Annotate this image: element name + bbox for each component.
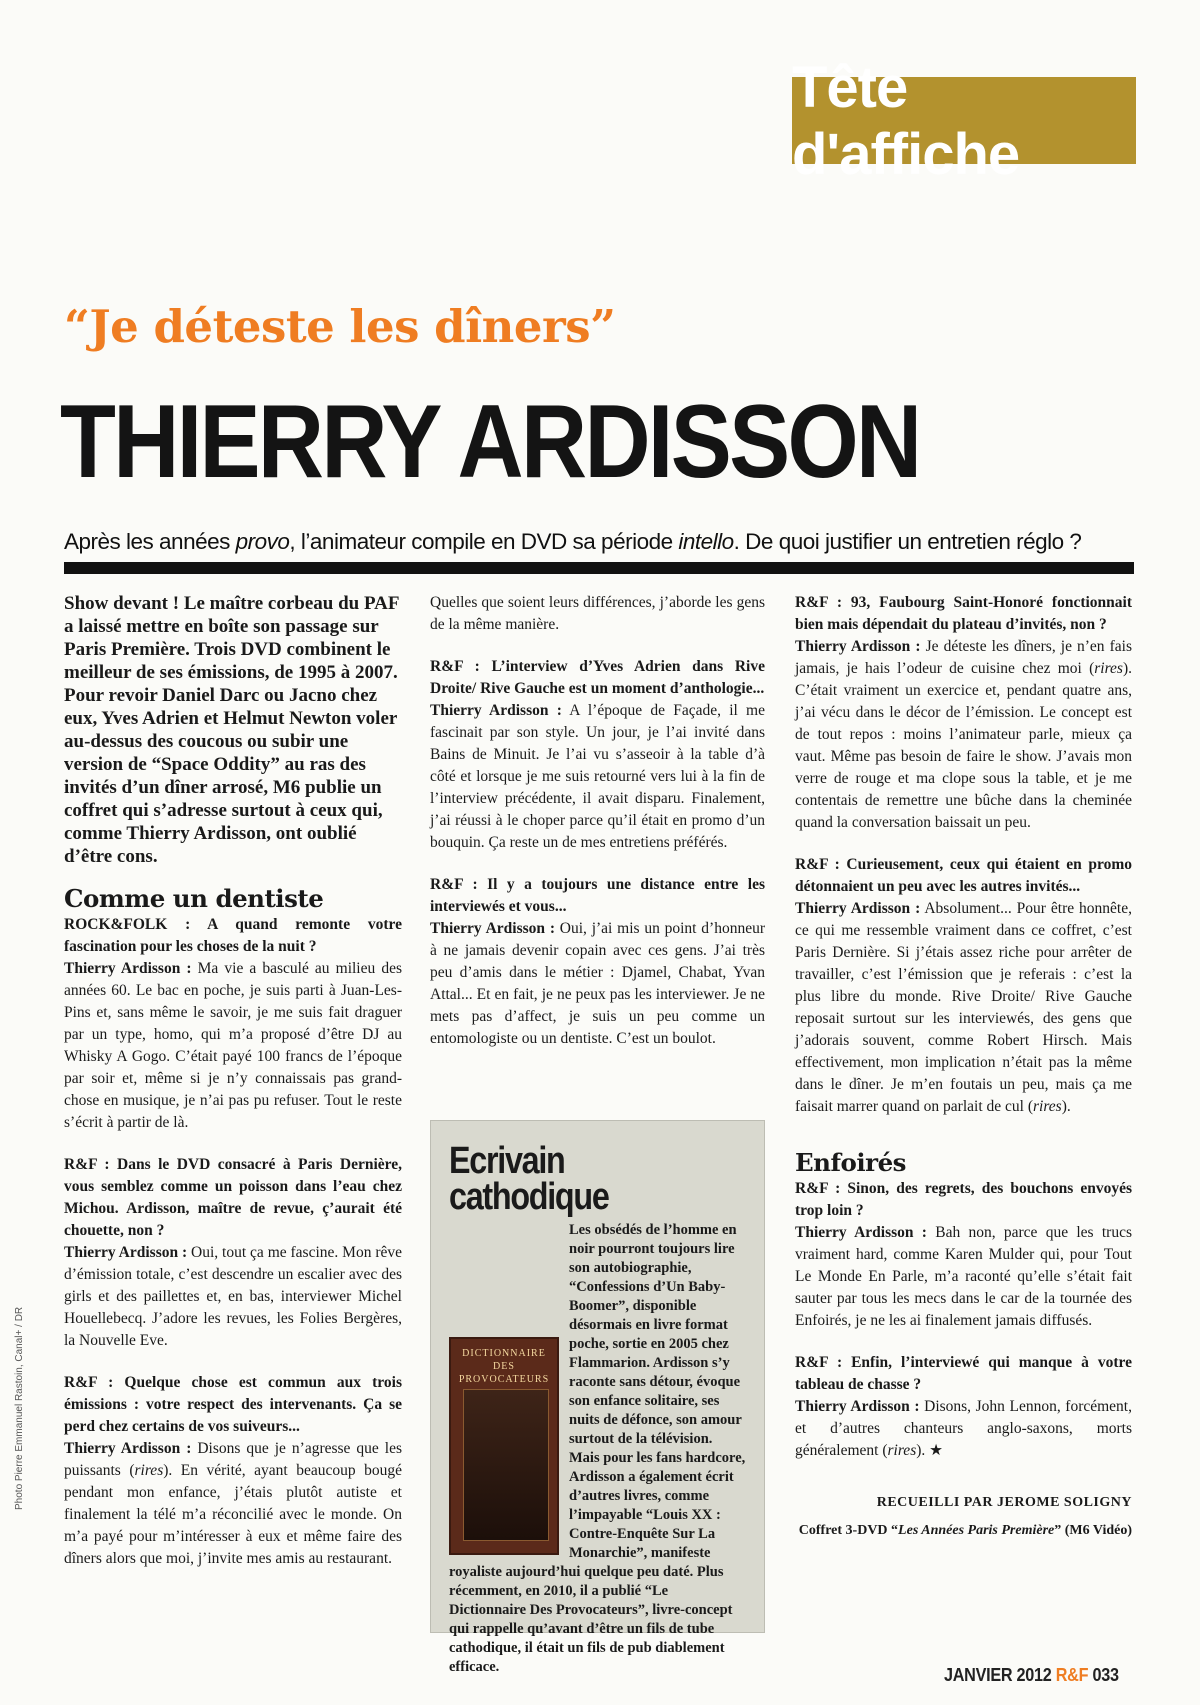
question: R&F : Enfin, l’interviewé qui manque à votre tableau de chasse ? — [795, 1354, 1132, 1393]
qa-block — [795, 854, 1132, 1118]
answer-text: Oui, j’ai mis un point d’honneur à ne jamais devenir copain avec ces gens. J’ai très peu d’amis dans le métier : Djamel, Chabat, Yvan Attal... Et en fait, je ne peux pas les interviewer. Je ne mets pas d’affect, je suis un peu comme un entomologiste ou un dentiste. C’est un boulot. — [430, 920, 765, 1047]
answer-text: ). — [1061, 1098, 1071, 1115]
answer-speaker: Thierry Ardisson : — [795, 638, 921, 655]
deck-emphasis: provo — [235, 529, 290, 554]
answer-emphasis: rires — [887, 1442, 917, 1459]
byline: RECUEILLI PAR JEROME SOLIGNY — [876, 1495, 1132, 1510]
issue-date: JANVIER 2012 — [944, 1665, 1052, 1685]
sidebar-title: Ecrivain cathodique — [449, 1140, 609, 1218]
answer-text: ). ★ — [916, 1442, 944, 1459]
answer-text: A l’époque de Façade, il me fascinait par son style. Un jour, je l’ai invité dans Bains de Minuit. Je l’ai vu s’asseoir à la table d’à côté et lorsque je me suis retourné vers lui à la fin de l’interview précédente, il avait disparu. Finalement, j’ai réussi à le choper parce qu’il était en promo d’un bouquin. Ça reste un de mes entretiens préférés. — [430, 702, 765, 851]
question: R&F : Il y a toujours une distance entre les interviewés et vous... — [430, 876, 765, 915]
answer-emphasis: rires — [134, 1462, 164, 1479]
product-credit-text: Coffret 3-DVD “ — [798, 1523, 899, 1538]
question: R&F : Sinon, des regrets, des bouchons envoyés trop loin ? — [795, 1180, 1132, 1219]
answer-speaker: Thierry Ardisson : — [430, 702, 562, 719]
qa-block — [64, 914, 402, 1134]
answer-emphasis: rires — [1033, 1098, 1062, 1115]
article-deck — [64, 529, 1081, 555]
section-heading: Comme un dentiste — [64, 884, 324, 913]
answer-text: ). En vérité, ayant beaucoup bougé pendant mon enfance, j’étais plutôt autiste et finalement la télé m’a réconcilié avec le monde. On m’a payé pour m’intéresser à eux et même faire des dîners alors que moi, j’invite mes amis au restaurant. — [64, 1462, 403, 1567]
answer-text: Disons, John Lennon, forcément, et d’autres chanteurs anglo-saxons, morts généralement ( — [795, 1398, 1132, 1459]
product-credit-text: ” (M6 Vidéo) — [1054, 1523, 1132, 1538]
question: R&F : 93, Faubourg Saint-Honoré fonctionnait bien mais dépendait du plateau d’invités, non ? — [795, 594, 1132, 633]
answer-speaker: Thierry Ardisson : — [64, 1244, 188, 1261]
qa-block — [795, 592, 1132, 834]
answer-speaker: Thierry Ardisson : — [795, 900, 921, 917]
column-3 — [795, 592, 1132, 1542]
deck-text: , l’animateur compile en DVD sa période — [289, 529, 679, 554]
article-subtitle: “Je déteste les dîners” — [64, 300, 616, 353]
product-credit — [795, 1520, 1132, 1542]
answer-speaker: Thierry Ardisson : — [64, 960, 192, 977]
answer-emphasis: rires — [1094, 660, 1123, 677]
product-credit-title: Les Années Paris Première — [898, 1523, 1055, 1538]
qa-block — [430, 656, 765, 854]
qa-block — [64, 1372, 402, 1570]
book-cover-label: DICTIONNAIRE DES PROVOCATEURS — [458, 1348, 550, 1385]
question: ROCK&FOLK : A quand remonte votre fascination pour les choses de la nuit ? — [64, 916, 402, 955]
question: R&F : L’interview d’Yves Adrien dans Rive Droite/ Rive Gauche est un moment d’anthologie... — [430, 658, 765, 697]
answer-text: ). C’était vraiment un exercice et, pendant quatre ans, j’ai vécu dans le décor de l’émission. Le concept est de tout repos : moins l’animateur parle, mieux ça vaut. Même pas besoin de faire le show. J’avais mon verre de rouge et ma clope sous la table, et je me contentais de remettre une bûche dans la cheminée quand la conversation baissait un peu. — [795, 660, 1132, 831]
page-number: 033 — [1092, 1665, 1119, 1685]
question: R&F : Dans le DVD consacré à Paris Dernière, vous semblez comme un poisson dans l’eau chez Michou. Ardisson, maître de revue, ç’aurait été chouette, non ? — [64, 1156, 402, 1239]
answer-text: Oui, tout ça me fascine. Mon rêve d’émission totale, c’est descendre un escalier avec des girls et des paillettes et, en bas, interviewer Michel Houellebecq. J’adore les revues, les Folies Bergères, la Nouvelle Eve. — [64, 1244, 402, 1349]
answer-speaker: Thierry Ardisson : — [795, 1224, 927, 1241]
qa-block — [64, 1154, 402, 1352]
section-heading: Enfoirés — [795, 1148, 906, 1177]
column-1 — [64, 592, 402, 1590]
photo-credit: Photo Pierre Emmanuel Rastoin, Canal+ / DR — [14, 1306, 25, 1510]
deck-text: Après les années — [64, 529, 236, 554]
question: R&F : Quelque chose est commun aux trois émissions : votre respect des intervenants. Ça se perd chez certains de vos suiveurs... — [64, 1374, 402, 1435]
answer-text: Bah non, parce que les trucs vraiment hard, comme Karen Mulder qui, pour Tout Le Monde En Parle, m’a raconté qu’elle s’était fait sauter par tous les mecs dans le car de la tournée des Enfoirés, je ne les ai finalement jamais diffusés. — [795, 1224, 1132, 1329]
book-cover-photo — [463, 1389, 549, 1541]
answer-speaker: Thierry Ardisson : — [430, 920, 555, 937]
deck-emphasis: intello — [678, 529, 734, 554]
qa-block — [795, 1352, 1132, 1462]
answer-text: Disons que je n’agresse que les puissants ( — [64, 1440, 402, 1479]
question: R&F : Curieusement, ceux qui étaient en promo détonnaient un peu avec les autres invités... — [795, 856, 1132, 895]
lead-paragraph: Show devant ! Le maître corbeau du PAF a laissé mettre en boîte son passage sur Paris Première. Trois DVD combinent le meilleur de ses émissions, de 1995 à 2007. Pour revoir Daniel Darc ou Jacno chez eux, Yves Adrien et Helmut Newton voler au-dessus des coucous ou subir une version de “Space Oddity” au ras des invités d’un dîner arrosé, M6 publie un coffret qui s’adresse surtout à ceux qui, comme Thierry Ardisson, ont oublié d’être cons. — [64, 593, 399, 867]
deck-text: . De quoi justifier un entretien réglo ? — [733, 529, 1082, 554]
sidebar-box — [430, 1120, 765, 1675]
answer-continued: Quelles que soient leurs différences, j’aborde les gens de la même manière. — [430, 594, 765, 633]
qa-block — [795, 1178, 1132, 1332]
section-tag: Tête d'affiche — [792, 77, 1136, 164]
answer-text: Absolument... Pour être honnête, ce qui me ressemble vraiment dans ce coffret, c’est Paris Dernière. Si j’étais assez riche pour arrêter de travailler, c’est l’émission que je referais : c’est la plus libre du monde. Rive Droite/ Rive Gauche reposait surtout sur les interviewés, des gens que j’adorais souvent, comme Robert Hirsch. Mais effectivement, mon implication n’était pas la même dans le dîner. Je m’en foutais un peu, mais ça me faisait marrer quand on parlait de cul ( — [795, 900, 1132, 1115]
answer-text: Je déteste les dîners, je n’en fais jamais, je hais l’odeur de cuisine chez moi ( — [795, 638, 1132, 677]
sidebar-text: Les obsédés de l’homme en noir pourront toujours lire son autobiographie, “Confessions d’Un Baby-Boomer”, disponible désormais en livre format poche, sortie en 2005 chez Flammarion. Ardisson s’y raconte sans détour, évoque son enfance solitaire, ses nuits de défonce, son amour surtout de la télévision. Mais pour les fans hardcore, Ardisson a également écrit d’autres livres, comme l’impayable “Louis XX : Contre-Enquête Sur La Monarchie”, manifeste royaliste aujourd’hui quelque peu daté. Plus récemment, en 2010, il a publié “Le Dictionnaire Des Provocateurs”, livre-concept qui rappelle qu’avant d’être un fils de tube cathodique, il était un fils de pub diablement efficace. — [449, 1222, 746, 1675]
magazine-logo: R&F — [1055, 1665, 1089, 1685]
title-rule — [64, 562, 1134, 574]
answer-speaker: Thierry Ardisson : — [795, 1398, 920, 1415]
page-footer — [944, 1665, 1119, 1686]
article-title: THIERRY ARDISSON — [60, 384, 920, 500]
answer-text: Ma vie a basculé au milieu des années 60. Le bac en poche, je suis parti à Juan-Les-Pins et, sans même le savoir, je me suis fait draguer par un type, homo, qui m’a proposé d’être DJ au Whisky A Gogo. C’était payé 100 francs de l’époque par soir et, même si je n’y connaissais pas grand-chose en musique, je n’ai pas pu refuser. Tout le reste s’écrit à partir de là. — [64, 960, 402, 1131]
column-2 — [430, 592, 765, 1070]
qa-block — [430, 874, 765, 1050]
answer-speaker: Thierry Ardisson : — [64, 1440, 192, 1457]
book-cover-image — [449, 1337, 559, 1555]
